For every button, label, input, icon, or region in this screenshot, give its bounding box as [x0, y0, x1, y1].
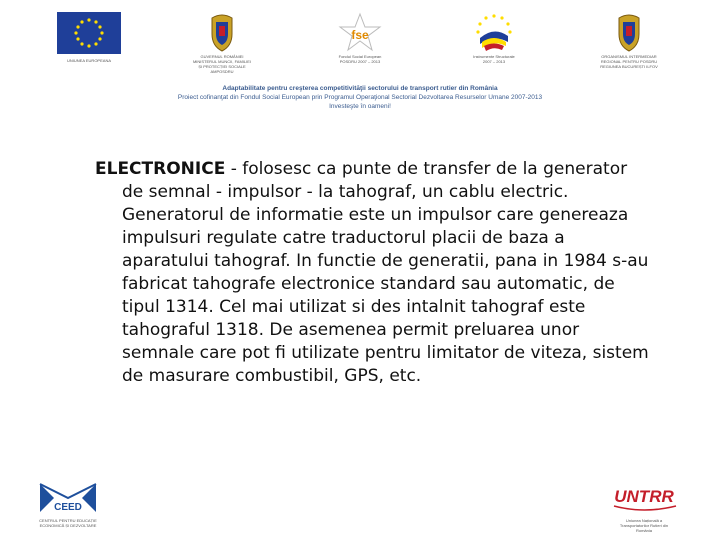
main-paragraph — [95, 158, 652, 388]
oir-logo — [594, 12, 664, 69]
romania-coat-of-arms-icon — [613, 12, 645, 52]
project-title: Adaptabilitate pentru creşterea competitivităţii sectorului de transport rutier din România — [222, 85, 498, 92]
project-slogan: Investeşte în oameni! — [329, 103, 391, 110]
fse-caption: Fondul Social European POSDRU 2007 – 2013 — [338, 54, 382, 64]
structural-instruments-caption: Instrumente Structurale 2007 – 2013 — [473, 54, 515, 64]
ceed-logo — [36, 480, 100, 528]
untrr-caption: Uniunea Națională a Transportatorilor Rutieri din România — [619, 518, 669, 533]
untrr-mark: UNTRR — [614, 487, 674, 506]
ceed-mark: CEED — [54, 502, 82, 513]
eu-caption: UNIUNEA EUROPEANA — [66, 58, 111, 63]
project-banner — [100, 84, 620, 111]
oir-caption: ORGANISMUL INTERMEDIAR REGIONAL PENTRU POSDRU REGIUNEA BUCUREȘTI ILFOV — [600, 54, 658, 69]
government-logo — [190, 12, 254, 74]
romania-coat-of-arms-icon — [206, 12, 238, 52]
project-cofinancing: Proiect cofinanţat din Fondul Social European prin Programul Operaţional Sectorial Dezvoltarea Resurselor Umane 2007-2013 — [177, 94, 543, 101]
term-heading: ELECTRONICE — [95, 159, 226, 179]
structural-instruments-icon — [472, 12, 516, 52]
ceed-mark-icon — [36, 480, 100, 514]
eu-logo — [54, 12, 124, 63]
term-description: - folosesc ca punte de transfer de la generator de semnal - impulsor - la tahograf, un cablu electric. Generatorul de informatie este un impulsor care genereaza impulsuri regulate catre traductorul placii de baza a aparatului tahograf. In functie de generatii, pana in 1984 s-au fabricat tahografe electronice standard sau automatic, de tipul 1314. Cel mai utilizat si des intalnit tahograf este tahograful 1318. De asemenea permit preluarea unor semnale care pot fi utilizate pentru limitator de viteza, sistem de masurare combustibil, GPS, etc. — [122, 159, 649, 386]
untrr-logo — [606, 480, 682, 533]
fse-logo — [328, 12, 392, 64]
untrr-mark-icon — [606, 480, 682, 514]
ceed-caption: CENTRUL PENTRU EDUCAȚIE ECONOMICĂ ȘI DEZVOLTARE — [39, 518, 97, 528]
structural-instruments-logo — [462, 12, 526, 64]
eu-flag-icon — [57, 12, 121, 54]
fse-mark: fse — [351, 28, 369, 42]
government-caption: GUVERNUL ROMÂNIEI MINISTERUL MUNCII, FAMILIEI ȘI PROTECȚIEI SOCIALE AMPOSDRU — [192, 54, 252, 74]
logo-bar — [0, 0, 720, 80]
fse-star-icon — [336, 12, 384, 52]
